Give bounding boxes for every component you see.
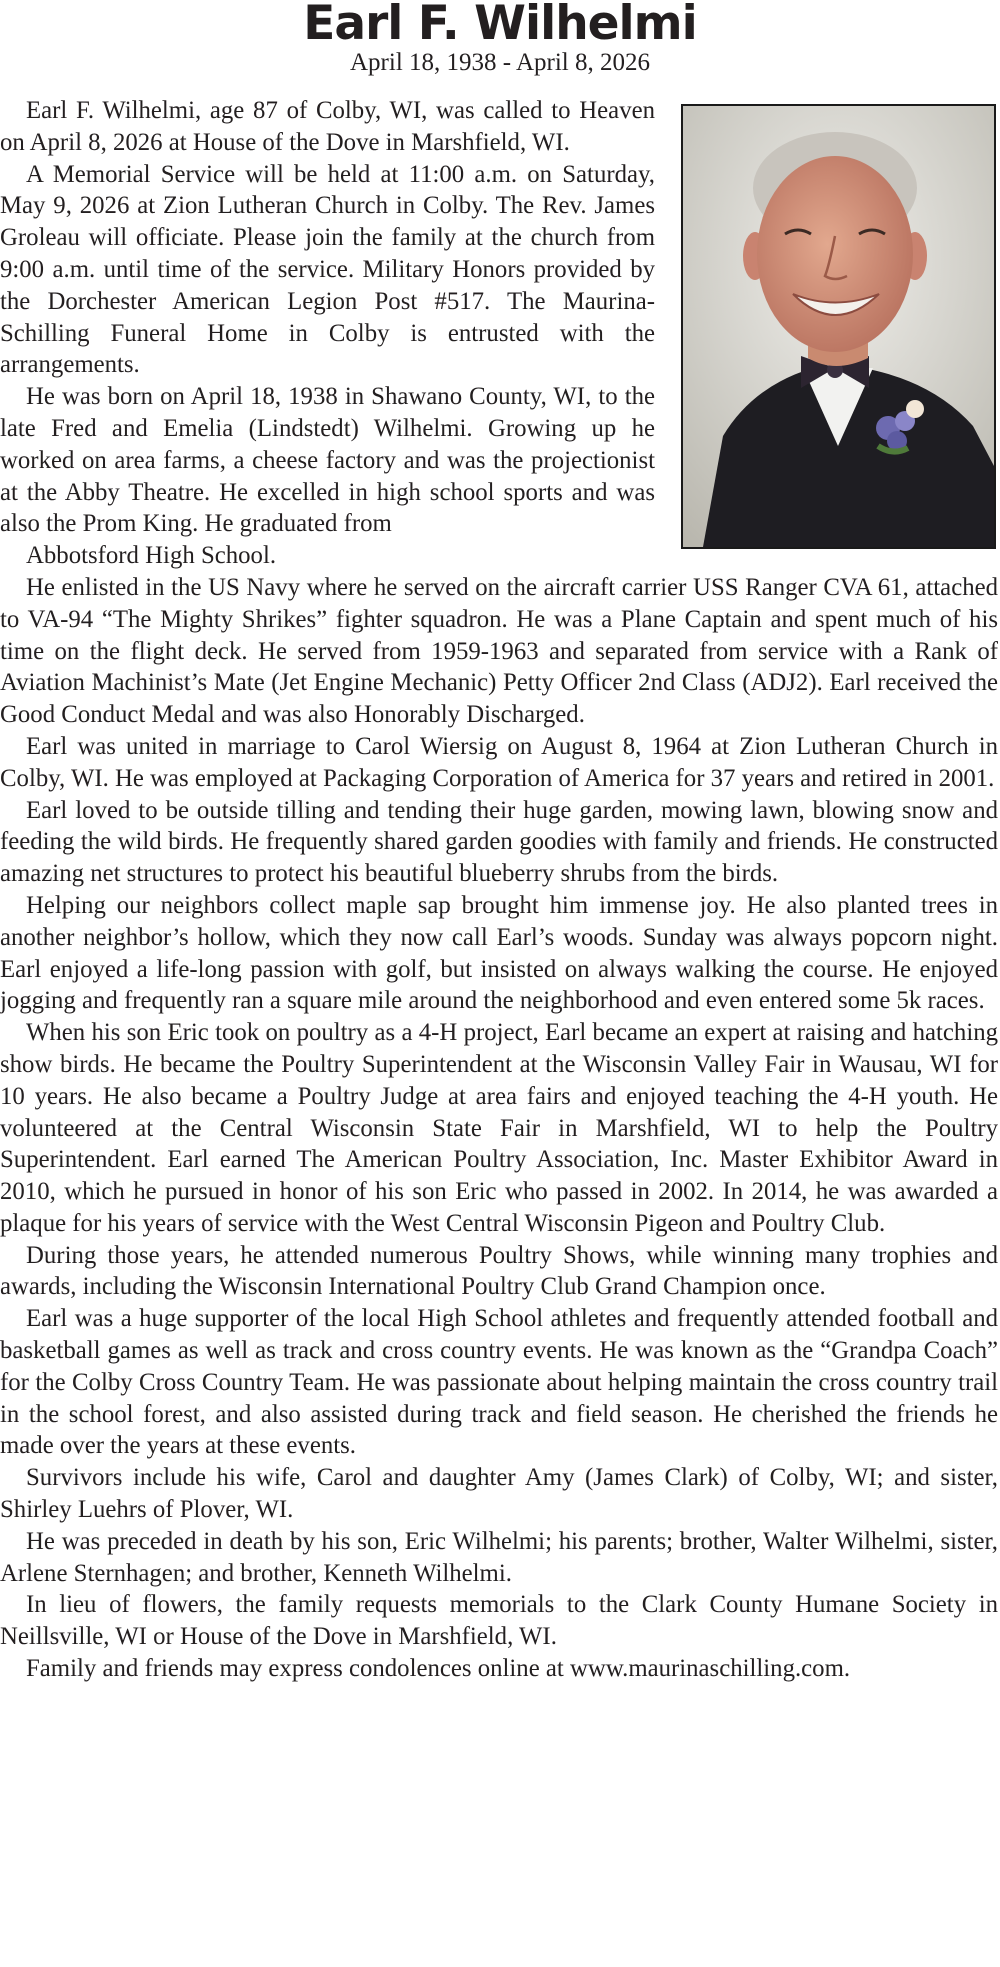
paragraph-garden: Earl loved to be outside tilling and tending their huge garden, mowing lawn, blowing snow and feeding the wild birds. He frequently shared garden goodies with family and friends. He constructed amazing net structures to protect his beautiful blueberry shrubs from the birds. <box>0 796 998 888</box>
paragraph-high-school: Abbotsford High School. <box>26 542 277 570</box>
paragraph-marriage: Earl was united in marriage to Carol Wiersig on August 8, 1964 at Zion Lutheran Church in Colby, WI. He was employed at Packaging Corporation of America for 37 years and retired in 2001. <box>0 732 998 792</box>
paragraph-death-notice: Earl F. Wilhelmi, age 87 of Colby, WI, was called to Heaven on April 8, 2026 at House of the Dove in Marshfield, WI. <box>0 97 655 156</box>
paragraph-preceded: He was preceded in death by his son, Eric Wilhelmi; his parents; brother, Walter Wilhelmi, sister, Arlene Sternhagen; and brother, Kenneth Wilhelmi. <box>0 1527 998 1587</box>
paragraph-memorials: In lieu of flowers, the family requests memorials to the Clark County Humane Society in Neillsville, WI or House of the Dove in Marshfield, WI. <box>0 1591 998 1651</box>
paragraph-condolences: Family and friends may express condolences online at www.maurinaschilling.com. <box>26 1655 851 1683</box>
paragraph-memorial-service: A Memorial Service will be held at 11:00 a.m. on Saturday, May 9, 2026 at Zion Lutheran Church in Colby. The Rev. James Groleau will officiate. Please join the family at the church from 9:00 a.m. until time of the service. Military Honors provided by the Dorchester American Legion Post #517. The Maurina-Schilling Funeral Home in Colby is entrusted with the arrangements. <box>0 160 655 379</box>
obituary-name: Earl F. Wilhelmi <box>303 0 697 51</box>
life-dates: April 18, 1938 - April 8, 2026 <box>350 49 650 76</box>
paragraph-neighbors: Helping our neighbors collect maple sap brought him immense joy. He also planted trees in another neighbor’s hollow, which they now call Earl’s woods. Sunday was always popcorn night. Earl enjoyed a life-long passion with golf, but insisted on always walking the course. He enjoyed jogging and frequently ran a square mile around the neighborhood and even entered some 5k races. <box>0 891 998 1015</box>
paragraph-athletics: Earl was a huge supporter of the local High School athletes and frequently attended football and basketball games as well as track and cross country events. He was known as the “Grandpa Coach” for the Colby Cross Country Team. He was passionate about helping maintain the cross country trail in the school forest, and also assisted during track and field season. He cherished the friends he made over the years at these events. <box>0 1305 998 1460</box>
paragraph-poultry: When his son Eric took on poultry as a 4-H project, Earl became an expert at raising and hatching show birds. He became the Poultry Superintendent at the Wisconsin Valley Fair in Wausau, WI for 10 years. He also became a Poultry Judge at area fairs and enjoyed teaching the 4-H youth. He volunteered at the Central Wisconsin State Fair in Marshfield, WI to help the Poultry Superintendent. Earl earned The American Poultry Association, Inc. Master Exhibitor Award in 2010, which he pursued in honor of his son Eric who passed in 2002. In 2014, he was awarded a plaque for his years of service with the West Central Wisconsin Pigeon and Poultry Club. <box>0 1019 998 1237</box>
obituary-text <box>0 95 1000 1685</box>
paragraph-early-life: He was born on April 18, 1938 in Shawano County, WI, to the late Fred and Emelia (Lindstedt) Wilhelmi. Growing up he worked on area farms, a cheese factory and was the projectionist at the Abby Theatre. He excelled in high school sports and was also the Prom King. He graduated from <box>0 383 655 538</box>
paragraph-survivors: Survivors include his wife, Carol and daughter Amy (James Clark) of Colby, WI; and sister, Shirley Luehrs of Plover, WI. <box>0 1464 998 1524</box>
paragraph-navy-service: He enlisted in the US Navy where he served on the aircraft carrier USS Ranger CVA 61, attached to VA-94 “The Mighty Shrikes” fighter squadron. He was a Plane Captain and spent much of his time on the flight deck. He served from 1959-1963 and separated from service with a Rank of Aviation Machinist’s Mate (Jet Engine Mechanic) Petty Officer 2nd Class (ADJ2). Earl received the Good Conduct Medal and was also Honorably Discharged. <box>0 573 998 729</box>
paragraph-poultry-shows: During those years, he attended numerous Poultry Shows, while winning many trophies and awards, including the Wisconsin International Poultry Club Grand Champion once. <box>0 1241 998 1301</box>
